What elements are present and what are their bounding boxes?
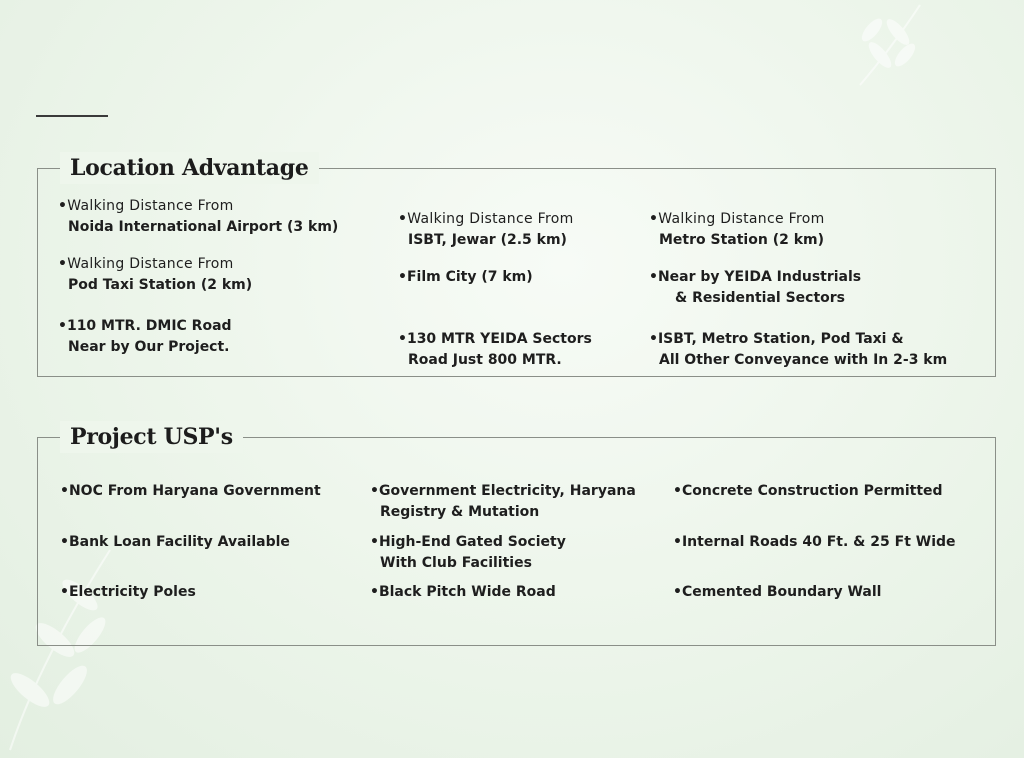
leaf-decoration-icon xyxy=(850,0,930,90)
list-item: •110 MTR. DMIC Road Near by Our Project. xyxy=(58,318,232,355)
list-item: •Walking Distance From ISBT, Jewar (2.5 km) xyxy=(398,211,574,248)
top-divider xyxy=(36,115,108,117)
list-item: •Bank Loan Facility Available xyxy=(60,534,290,550)
list-item: •Concrete Construction Permitted xyxy=(673,483,943,499)
list-item: •Film City (7 km) xyxy=(398,269,533,285)
list-item: •Near by YEIDA Industrials & Residential Sectors xyxy=(649,269,862,306)
list-item: •High-End Gated Society With Club Facilities xyxy=(370,534,566,571)
list-item: •Walking Distance From Pod Taxi Station (2 km) xyxy=(58,256,253,293)
location-advantage-section xyxy=(37,155,996,377)
list-item: •Walking Distance From Metro Station (2 km) xyxy=(649,211,825,248)
project-usp-section xyxy=(37,424,996,646)
list-item: •130 MTR YEIDA Sectors Road Just 800 MTR. xyxy=(398,331,592,368)
list-item: •Cemented Boundary Wall xyxy=(673,584,882,600)
list-item: •Government Electricity, Haryana Registry & Mutation xyxy=(370,483,636,520)
list-item: •NOC From Haryana Government xyxy=(60,483,321,499)
list-item: •Electricity Poles xyxy=(60,584,196,600)
section-title: Location Advantage xyxy=(60,152,319,184)
list-item: •ISBT, Metro Station, Pod Taxi & All Other Conveyance with In 2-3 km xyxy=(649,331,948,368)
list-item: •Walking Distance From Noida International Airport (3 km) xyxy=(58,198,339,235)
section-title: Project USP's xyxy=(60,421,243,453)
list-item: •Internal Roads 40 Ft. & 25 Ft Wide xyxy=(673,534,956,550)
list-item: •Black Pitch Wide Road xyxy=(370,584,556,600)
